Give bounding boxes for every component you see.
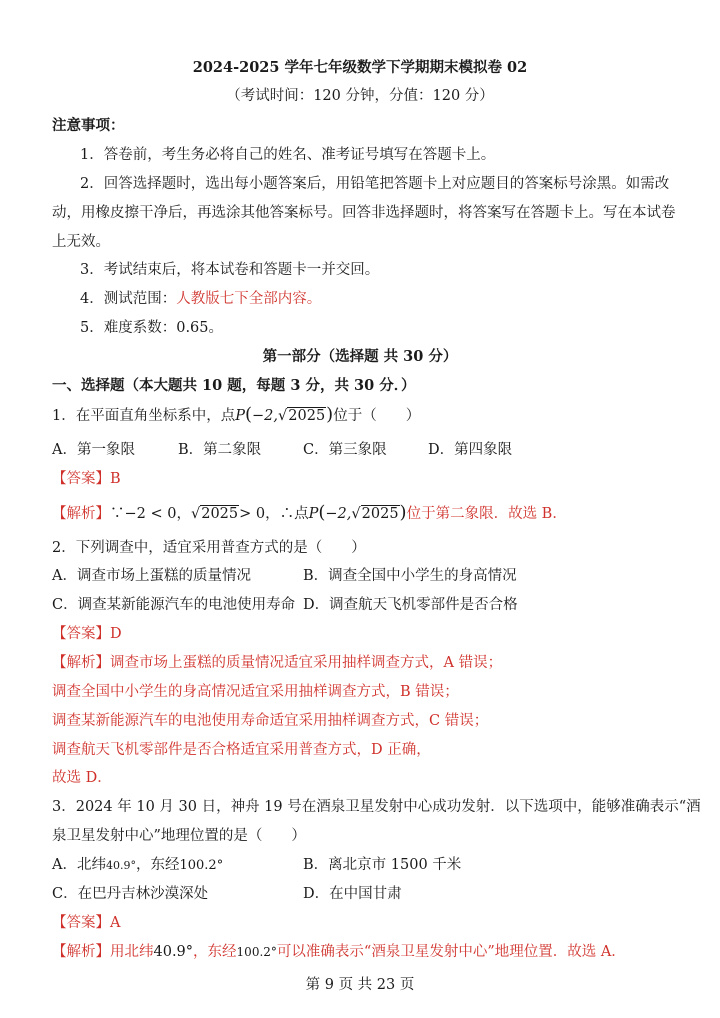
q3-option-b: B．离北京市 1500 千米 [303,857,462,873]
q1-stem-prefix: 1．在平面直角坐标系中，点 [52,408,236,424]
question-1-stem [52,405,668,426]
q1-exp-close-paren: ) [399,502,407,523]
part-heading: 第一部分（选择题 共 30 分） [262,348,458,365]
q3-explanation [52,942,668,962]
q3-exp-part-a: 用北纬 [110,944,154,960]
q1-option-d: D．第四象限 [428,442,513,458]
question-3-stem-1: 3．2024 年 10 月 30 日，神舟 19 号在酒泉卫星发射中心成功发射．以下选项中，能够准确表示“酒 [52,799,701,815]
exam-info: （考试时间：120 分钟，分值：120 分） [226,88,494,104]
q3-option-c: C．在巴丹吉林沙漠深处 [52,886,209,902]
q1-sqrt: √2025 [278,408,326,424]
q2-explanation-4: 调查航天飞机零部件是否合格适宜采用普查方式，D 正确， [52,742,431,758]
q1-exp-part-a: ∵−2 < 0， [110,506,191,522]
q1-coord: −2, [252,408,279,424]
q1-exp-label: 【解析】 [52,506,110,522]
q3-exp-part-b: ，东经 [193,944,237,960]
q3-exp-part-c: 可以准确表示“酒泉卫星发射中心”地理位置．故选 A． [276,944,626,960]
q1-point: P [235,408,245,424]
q1-exp-radicand: 2025 [201,506,239,522]
q3-a-latitude: 40.9° [105,859,136,872]
q2-option-a: A．调查市场上蛋糕的质量情况 [52,568,251,584]
section-heading: 一、选择题（本大题共 10 题，每题 3 分，共 30 分．） [52,377,416,394]
q3-answer: 【答案】A [52,915,121,931]
question-2-stem: 2．下列调查中，适宜采用普查方式的是（ ） [52,540,366,556]
page-footer: 第 9 页 共 23 页 [305,977,415,993]
note-2-line-1: 2．回答选择题时，选出每小题答案后，用铅笔把答题卡上对应题目的答案标号涂黑。如需改 [80,176,670,192]
q2-option-d: D．调查航天飞机零部件是否合格 [303,597,518,613]
note-2-line-2: 动，用橡皮擦干净后，再选涂其他答案标号。回答非选择题时，将答案写在答题卡上。写在本试卷 [52,205,676,221]
page-title: 2024-2025 学年七年级数学下学期期末模拟卷 02 [192,59,528,76]
q2-option-c: C．调查某新能源汽车的电池使用寿命 [52,597,296,613]
q1-exp-sqrt-2: √2025 [351,506,399,522]
q2-explanation-3: 调查某新能源汽车的电池使用寿命适宜采用抽样调查方式，C 错误； [52,713,489,729]
q1-exp-coord: −2, [325,506,352,522]
test-scope: 人教版七下全部内容。 [176,291,322,307]
q1-exp-open-paren: ( [318,502,326,523]
q1-exp-radicand-2: 2025 [361,506,399,522]
q3-exp-longitude: 100.2° [236,945,277,959]
q3-exp-latitude: 40.9° [153,944,194,960]
q2-exp-label: 【解析】 [52,655,110,671]
q1-option-a: A．第一象限 [52,442,135,458]
q1-answer: 【答案】B [52,471,121,487]
q3-a-mid: ，东经 [135,857,180,873]
q2-explanation-1 [52,653,668,673]
q2-explanation-2: 调查全国中小学生的身高情况适宜采用抽样调查方式，B 错误； [52,684,459,700]
q1-option-b: B．第二象限 [178,442,262,458]
q1-stem-suffix: 位于（ ） [333,408,421,424]
q3-option-a [52,855,223,876]
q2-answer: 【答案】D [52,626,122,642]
q1-close-paren: ) [326,404,334,425]
q1-exp-part-c: 位于第二象限．故选 B． [406,506,567,522]
note-4 [80,289,668,309]
q2-explanation-5: 故选 D． [52,770,112,786]
q1-radicand: 2025 [288,408,326,424]
note-5: 5．难度系数：0.65。 [80,320,224,336]
note-1: 1．答卷前，考生务必将自己的姓名、准考证号填写在答题卡上。 [80,147,496,163]
q3-option-d: D．在中国甘肃 [303,886,402,902]
q1-open-paren: ( [245,404,253,425]
q1-option-c: C．第三象限 [303,442,387,458]
q3-a-longitude: 100.2° [179,858,224,873]
question-3-stem-2: 泉卫星发射中心”地理位置的是（ ） [52,828,306,844]
q1-exp-point: P [308,506,319,522]
q1-explanation [52,503,668,524]
q3-a-prefix: A．北纬 [52,857,106,873]
q1-exp-sqrt: √2025 [190,506,239,522]
note-3: 3．考试结束后，将本试卷和答题卡一并交回。 [80,262,380,278]
note-4-prefix: 4．测试范围： [80,291,177,307]
q1-exp-part-b: > 0，∴点 [239,506,309,522]
q2-exp-1-text: 调查市场上蛋糕的质量情况适宜采用抽样调查方式，A 错误； [110,655,503,671]
q2-option-b: B．调查全国中小学生的身高情况 [303,568,517,584]
q3-exp-label: 【解析】 [52,944,110,960]
note-2-line-3: 上无效。 [52,234,110,250]
notes-heading: 注意事项： [52,117,125,134]
